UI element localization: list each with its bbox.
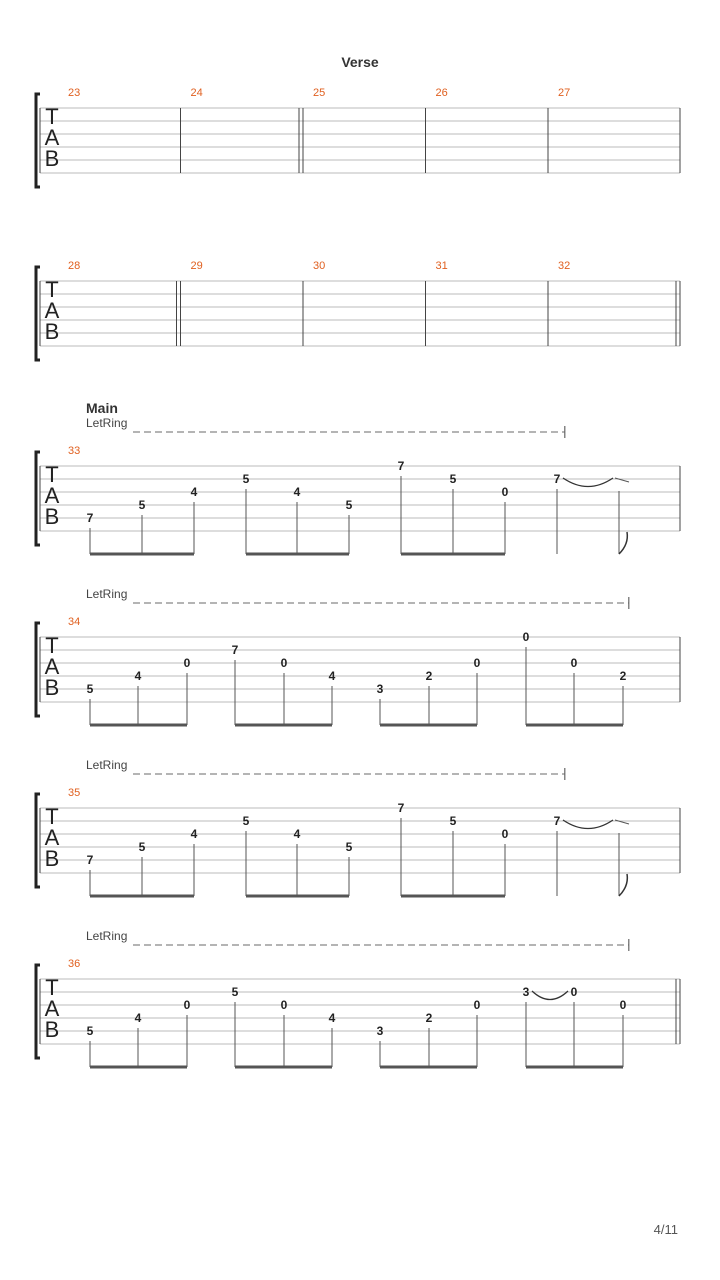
fret-number: 2 bbox=[619, 669, 627, 683]
measure-number: 24 bbox=[190, 87, 203, 99]
fret-number: 7 bbox=[86, 853, 94, 867]
fret-number: 4 bbox=[134, 669, 142, 683]
tab-clef-letter: T bbox=[45, 975, 59, 1000]
fret-number: 4 bbox=[328, 1011, 336, 1025]
fret-number: 0 bbox=[473, 998, 481, 1012]
fret-number: 4 bbox=[328, 669, 336, 683]
section-marker-main: Main bbox=[86, 400, 118, 416]
fret-number: 3 bbox=[522, 985, 530, 999]
tab-clef-letter: B bbox=[44, 1017, 60, 1042]
fret-number: 5 bbox=[138, 840, 146, 854]
fret-number: 4 bbox=[293, 485, 301, 499]
measure-number: 36 bbox=[68, 958, 81, 970]
measure-number: 23 bbox=[68, 87, 81, 99]
fret-number: 0 bbox=[619, 998, 627, 1012]
letring-label: LetRing bbox=[86, 758, 128, 772]
fret-number: 4 bbox=[190, 485, 198, 499]
letring-label: LetRing bbox=[86, 416, 128, 430]
measure-number: 32 bbox=[558, 260, 571, 272]
measure-number: 27 bbox=[558, 87, 571, 99]
letring-label: LetRing bbox=[86, 587, 128, 601]
fret-number: 7 bbox=[397, 459, 405, 473]
fret-number: 0 bbox=[501, 485, 509, 499]
tab-clef-letter: A bbox=[44, 996, 60, 1021]
tab-clef-letter: A bbox=[44, 298, 60, 323]
measure-number: 28 bbox=[68, 260, 81, 272]
fret-number: 7 bbox=[231, 643, 239, 657]
fret-number: 2 bbox=[425, 669, 433, 683]
tab-clef-letter: T bbox=[45, 104, 59, 129]
fret-number: 5 bbox=[138, 498, 146, 512]
measure-number: 29 bbox=[190, 260, 203, 272]
fret-number: 7 bbox=[86, 511, 94, 525]
tab-clef-letter: T bbox=[45, 804, 59, 829]
fret-number: 0 bbox=[280, 998, 288, 1012]
measure-number: 26 bbox=[435, 87, 448, 99]
fret-number: 0 bbox=[183, 998, 191, 1012]
fret-number: 5 bbox=[86, 1024, 94, 1038]
fret-number: 5 bbox=[242, 814, 250, 828]
fret-number: 3 bbox=[376, 1024, 384, 1038]
tab-clef-letter: B bbox=[44, 675, 60, 700]
fret-number: 0 bbox=[280, 656, 288, 670]
system-bracket bbox=[36, 965, 40, 1058]
letring-label: LetRing bbox=[86, 929, 128, 943]
fret-number: 5 bbox=[242, 472, 250, 486]
measure-number: 25 bbox=[313, 87, 326, 99]
fret-number: 0 bbox=[473, 656, 481, 670]
fret-number: 4 bbox=[190, 827, 198, 841]
fret-number: 7 bbox=[397, 801, 405, 815]
fret-number: 4 bbox=[134, 1011, 142, 1025]
tab-clef-letter: A bbox=[44, 654, 60, 679]
measure-number: 33 bbox=[68, 445, 81, 457]
tab-clef-letter: T bbox=[45, 277, 59, 302]
fret-number: 5 bbox=[231, 985, 239, 999]
fret-number: 5 bbox=[345, 840, 353, 854]
measure-number: 30 bbox=[313, 260, 326, 272]
measure-number: 35 bbox=[68, 787, 81, 799]
fret-number: 2 bbox=[425, 1011, 433, 1025]
measure-number: 31 bbox=[435, 260, 448, 272]
fret-number: 5 bbox=[345, 498, 353, 512]
fret-number: 0 bbox=[183, 656, 191, 670]
fret-number: 4 bbox=[293, 827, 301, 841]
fret-number: 5 bbox=[86, 682, 94, 696]
tab-clef-letter: A bbox=[44, 125, 60, 150]
fret-number: 0 bbox=[570, 656, 578, 670]
tab-clef-letter: B bbox=[44, 504, 60, 529]
fret-number: 7 bbox=[553, 472, 561, 486]
tab-clef-letter: A bbox=[44, 825, 60, 850]
fret-number: 0 bbox=[570, 985, 578, 999]
tab-clef-letter: T bbox=[45, 633, 59, 658]
fret-number: 7 bbox=[553, 814, 561, 828]
tab-clef-letter: A bbox=[44, 483, 60, 508]
tab-clef-letter: B bbox=[44, 846, 60, 871]
fret-number: 5 bbox=[449, 814, 457, 828]
tab-clef-letter: B bbox=[44, 146, 60, 171]
fret-number: 3 bbox=[376, 682, 384, 696]
measure-number: 34 bbox=[68, 616, 81, 628]
fret-number: 5 bbox=[449, 472, 457, 486]
tab-clef-letter: B bbox=[44, 319, 60, 344]
fret-number: 0 bbox=[522, 630, 530, 644]
tab-clef-letter: T bbox=[45, 462, 59, 487]
page-number: 4/11 bbox=[653, 1222, 678, 1237]
section-title-verse: Verse bbox=[341, 54, 379, 70]
fret-number: 0 bbox=[501, 827, 509, 841]
